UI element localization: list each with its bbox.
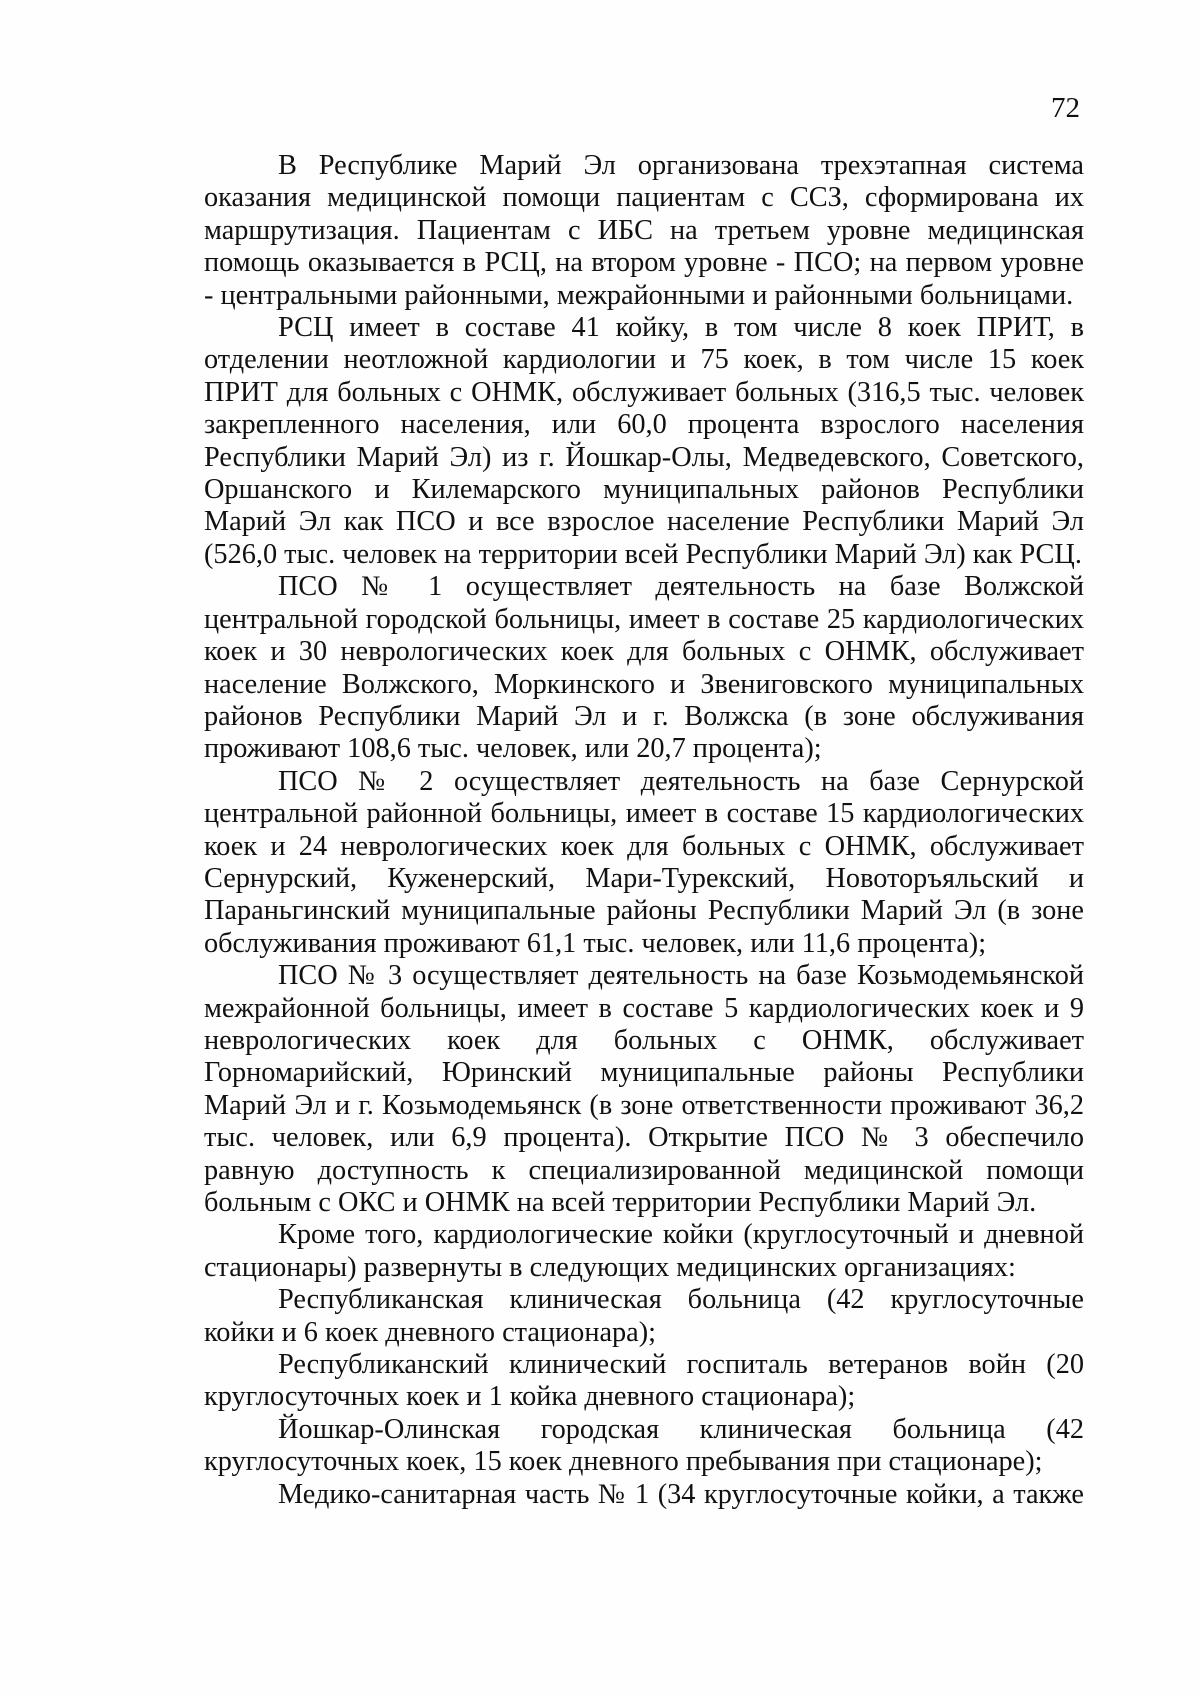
paragraph-pso-2: ПСО № 2 осуществляет деятельность на базе Сернурской центральной районной больницы, имеет в составе 15 кардиологических коек и 24 неврологических коек для больных с ОНМК, обслуживает Сернурский, Куженерский, Мари-Турекский, Новоторъяльский и Параньгинский муниципальные районы Республики Марий Эл (в зоне обслуживания проживают 61,1 тыс. человек, или 11,6 процента); [204,765,1084,959]
paragraph-veterans-hospital: Республиканский клинический госпиталь ветеранов войн (20 круглосуточных коек и 1 койка дневного стационара); [204,1349,1084,1413]
paragraph-three-tier-system: В Республике Марий Эл организована трехэтапная система оказания медицинской помощи пациентам с ССЗ, сформирована их маршрутизация. Пациентам с ИБС на третьем уровне медицинская помощь оказывается в РСЦ, на втором уровне - ПСО; на первом уровне - центральными районными, межрайонными и районными больницами. [204,150,1084,311]
page-number: 72 [1051,92,1080,124]
paragraph-cardiology-beds-intro: Кроме того, кардиологические койки (круглосуточный и дневной стационары) развернуты в следующих медицинских организациях: [204,1219,1084,1283]
paragraph-republican-clinical-hospital: Республиканская клиническая больница (42 круглосуточные койки и 6 коек дневного стационара); [204,1284,1084,1348]
paragraph-pso-3: ПСО № 3 осуществляет деятельность на базе Козьмодемьянской межрайонной больницы, имеет в составе 5 кардиологических коек и 9 неврологических коек для больных с ОНМК, обслуживает Горномарийский, Юринский муниципальные районы Республики Марий Эл и г. Козьмодемьянск (в зоне ответственности проживают 36,2 тыс. человек, или 6,9 процента). Открытие ПСО № 3 обеспечило равную доступность к специализированной медицинской помощи больным с ОКС и ОНМК на всей территории Республики Марий Эл. [204,960,1084,1218]
paragraph-yoshkar-ola-city-hospital: Йошкар-Олинская городская клиническая больница (42 круглосуточных коек, 15 коек дневного пребывания при стационаре); [204,1413,1084,1478]
paragraph-pso-1: ПСО № 1 осуществляет деятельность на базе Волжской центральной городской больницы, имеет в составе 25 кардиологических коек и 30 неврологических коек для больных с ОНМК, обслуживает население Волжского, Моркинского и Звениговского муниципальных районов Республики Марий Эл и г. Волжска (в зоне обслуживания проживают 108,6 тыс. человек, или 20,7 процента); [204,571,1084,765]
paragraph-medical-sanitary-unit: Медико-санитарная часть № 1 (34 круглосуточные койки, а также [278,1478,1084,1510]
document-body [204,150,1084,1511]
paragraph-rsc: РСЦ имеет в составе 41 койку, в том числе 8 коек ПРИТ, в отделении неотложной кардиологии и 75 коек, в том числе 15 коек ПРИТ для больных с ОНМК, обслуживает больных (316,5 тыс. человек закрепленного населения, или 60,0 процента взрослого населения Республики Марий Эл) из г. Йошкар-Олы, Медведевского, Советского, Оршанского и Килемарского муниципальных районов Республики Марий Эл как ПСО и все взрослое население Республики Марий Эл (526,0 тыс. человек на территории всей Республики Марий Эл) как РСЦ. [204,312,1084,570]
